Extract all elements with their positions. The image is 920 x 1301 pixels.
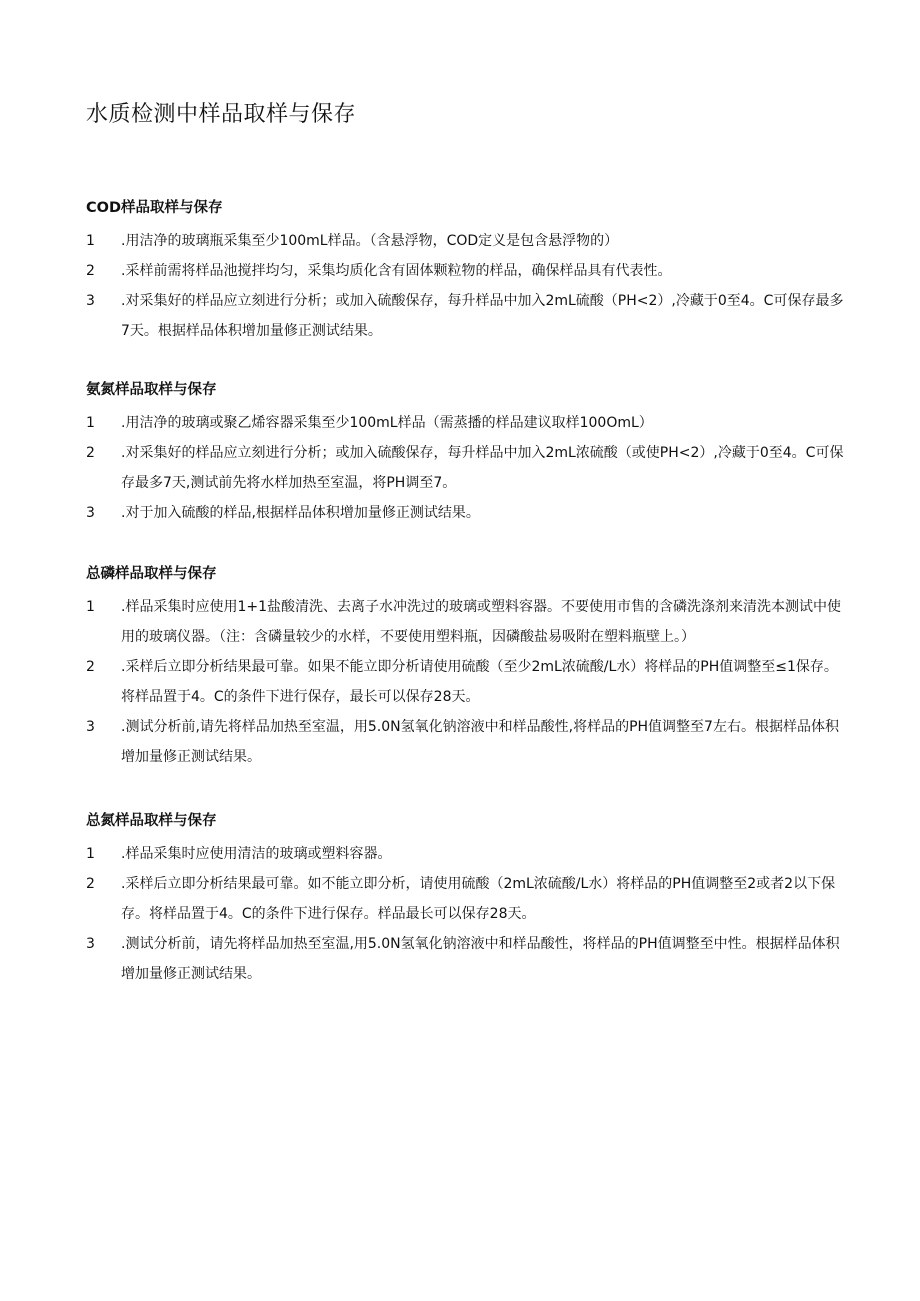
- item-text: .用洁净的玻璃瓶采集至少100mL样品。（含悬浮物，COD定义是包含悬浮物的）: [121, 233, 619, 249]
- item-number: 2: [86, 659, 95, 675]
- item-number: 1: [86, 846, 95, 862]
- section-cod: [86, 198, 846, 346]
- list-item: [86, 652, 846, 712]
- item-number: 2: [86, 445, 95, 461]
- section-heading: COD样品取样与保存: [86, 200, 223, 216]
- item-text: .测试分析前，请先将样品加热至室温,用5.0N氢氧化钠溶液中和样品酸性，将样品的PH值调整至中性。根据样品体积增加量修正测试结果。: [121, 936, 840, 982]
- item-number: 3: [86, 505, 95, 521]
- section-ammonia-nitrogen: [86, 380, 846, 528]
- item-number: 3: [86, 293, 95, 309]
- item-number: 1: [86, 415, 95, 431]
- section-heading: 总磷样品取样与保存: [86, 566, 217, 582]
- list-item: [86, 592, 846, 652]
- list-item: [86, 839, 846, 869]
- item-text: .对采集好的样品应立刻进行分析；或加入硫酸保存，每升样品中加入2mL硫酸（PH<2）,冷藏于0至4。C可保存最多7天。根据样品体积增加量修正测试结果。: [121, 293, 844, 339]
- list-item: [86, 256, 846, 286]
- item-number: 2: [86, 263, 95, 279]
- item-number: 3: [86, 719, 95, 735]
- item-text: .测试分析前,请先将样品加热至室温，用5.0N氢氧化钠溶液中和样品酸性,将样品的PH值调整至7左右。根据样品体积增加量修正测试结果。: [121, 719, 839, 765]
- item-number: 1: [86, 599, 95, 615]
- list-item: [86, 498, 846, 528]
- list-item: [86, 286, 846, 346]
- list-item: [86, 929, 846, 989]
- item-number: 1: [86, 233, 95, 249]
- list-item: [86, 438, 846, 498]
- item-number: 2: [86, 876, 95, 892]
- item-text: .样品采集时应使用清洁的玻璃或塑料容器。: [121, 846, 392, 862]
- list-item: [86, 869, 846, 929]
- list-item: [86, 712, 846, 772]
- item-text: .采样后立即分析结果最可靠。如不能立即分析，请使用硫酸（2mL浓硫酸/L水）将样品的PH值调整至2或者2以下保存。将样品置于4。C的条件下进行保存。样品最长可以保存28天。: [121, 876, 836, 922]
- section-total-nitrogen: [86, 811, 846, 989]
- section-heading: 氨氮样品取样与保存: [86, 382, 217, 398]
- list-item: [86, 226, 846, 256]
- item-text: .对于加入硫酸的样品,根据样品体积增加量修正测试结果。: [121, 505, 480, 521]
- item-text: .对采集好的样品应立刻进行分析；或加入硫酸保存，每升样品中加入2mL浓硫酸（或使PH<2）,冷藏于0至4。C可保存最多7天,测试前先将水样加热至室温，将PH调至7。: [121, 445, 844, 491]
- section-total-phosphorus: [86, 564, 846, 772]
- page-title: 水质检测中样品取样与保存: [86, 102, 357, 127]
- item-text: .采样前需将样品池搅拌均匀，采集均质化含有固体颗粒物的样品，确保样品具有代表性。: [121, 263, 672, 279]
- list-item: [86, 408, 846, 438]
- section-heading: 总氮样品取样与保存: [86, 813, 217, 829]
- item-text: .用洁净的玻璃或聚乙烯容器采集至少100mL样品（需蒸播的样品建议取样100OmL）: [121, 415, 653, 431]
- item-number: 3: [86, 936, 95, 952]
- item-text: .采样后立即分析结果最可靠。如果不能立即分析请使用硫酸（至少2mL浓硫酸/L水）将样品的PH值调整至≤1保存。将样品置于4。C的条件下进行保存，最长可以保存28天。: [121, 659, 838, 705]
- item-text: .样品采集时应使用1+1盐酸清洗、去离子水冲洗过的玻璃或塑料容器。不要使用市售的含磷洗涤剂来清洗本测试中使用的玻璃仪器。（注：含磷量较少的水样，不要使用塑料瓶，因磷酸盐易吸附在塑料瓶壁上。）: [121, 599, 841, 645]
